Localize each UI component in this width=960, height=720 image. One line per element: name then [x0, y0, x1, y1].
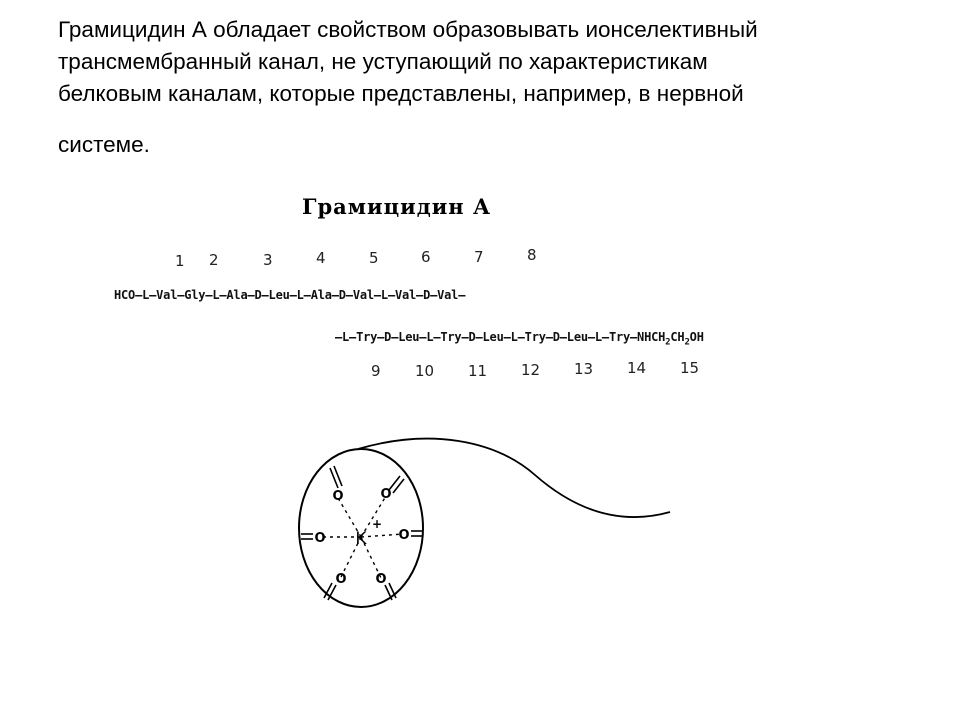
oxygen-atom: O: [380, 487, 392, 502]
formula-line-2-main: –L–Try–D–Leu–L–Try–D–Leu–L–Try–D–Leu–L–Try–NHCH: [335, 330, 666, 344]
residue-number: 10: [415, 362, 435, 380]
description-line-3: белковым каналам, которые представлены, например, в нервной: [58, 81, 744, 106]
coordination-ray: [361, 534, 403, 537]
formula-line-2-mid: CH: [670, 330, 685, 344]
residue-number: 11: [468, 362, 488, 380]
ion-charge: +: [371, 517, 383, 531]
residue-number: 5: [369, 249, 379, 267]
residue-number: 2: [209, 251, 219, 269]
description-line-1: Грамицидин А обладает свойством образовывать ионселективный: [58, 17, 758, 42]
carbonyl-bond: [393, 479, 404, 493]
oxygen-atom: O: [375, 572, 387, 587]
formula-subscript: 2: [684, 337, 690, 348]
residue-number: 12: [521, 361, 541, 379]
potassium-ion: K: [355, 529, 367, 549]
residue-number: 6: [421, 248, 431, 266]
oxygen-atom: O: [335, 572, 347, 587]
residue-number: 3: [263, 251, 273, 269]
residue-number: 7: [474, 248, 484, 266]
oxygen-atom: O: [398, 528, 410, 543]
formula-line-2: [335, 330, 704, 347]
residue-number: 15: [680, 359, 700, 377]
formula-line-1: HCO–L–Val–Gly–L–Ala–D–Leu–L–Ala–D–Val–L–Val–D–Val–: [114, 288, 466, 302]
figure-title: Грамицидин А: [302, 194, 492, 219]
description-line-4: системе.: [58, 132, 150, 157]
channel-tail: [358, 439, 670, 517]
formula-subscript: 2: [665, 337, 671, 348]
residue-number: 14: [627, 359, 647, 377]
residue-number: 9: [371, 362, 381, 380]
description-line-2: трансмембранный канал, не уступающий по характеристикам: [58, 49, 708, 74]
residue-number: 8: [527, 246, 537, 264]
residue-number: 1: [175, 252, 185, 270]
residue-number: 4: [316, 249, 326, 267]
channel-diagram: [280, 430, 700, 620]
oxygen-atom: O: [332, 489, 344, 504]
residue-number: 13: [574, 360, 594, 378]
oxygen-atom: O: [314, 531, 326, 546]
formula-line-2-end: OH: [689, 330, 704, 344]
